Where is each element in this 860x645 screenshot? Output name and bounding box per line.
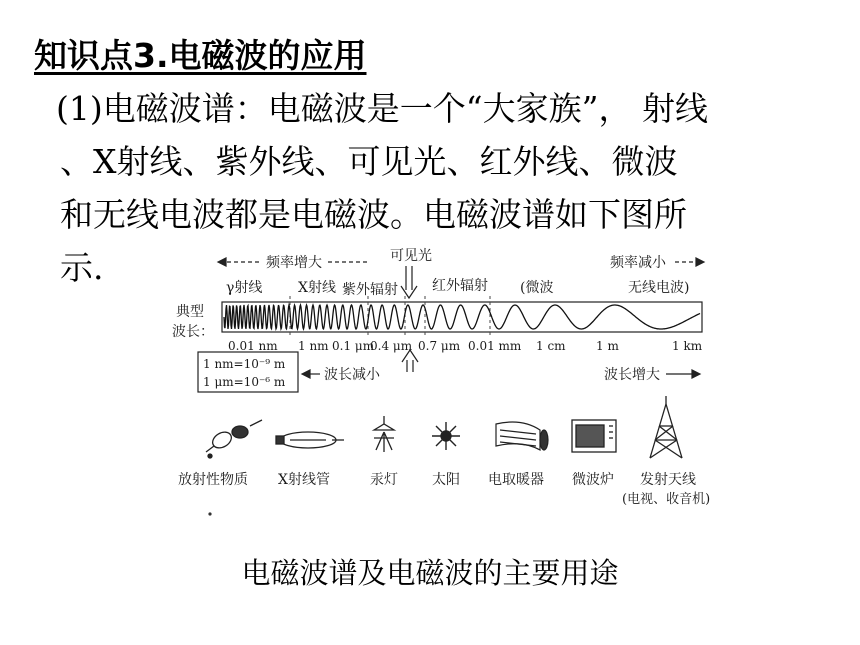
application-labels	[178, 471, 710, 507]
app-label-mercury-lamp: 汞灯	[370, 472, 398, 488]
wavelength-increase-arrow	[666, 370, 700, 378]
app-label-antenna-note: (电视、收音机)	[622, 492, 711, 507]
electric-heater-icon	[496, 422, 548, 450]
spectrum-diagram	[170, 246, 730, 516]
visible-light-arrow	[401, 266, 417, 298]
wavelength-decrease-arrow	[302, 370, 320, 378]
tick-2: 0.1 μm	[332, 339, 375, 353]
app-label-xray-tube: X射线管	[278, 472, 330, 488]
paragraph-line-4: 示.	[60, 248, 104, 287]
app-label-sun: 太阳	[432, 472, 460, 488]
wavelength-decrease-label: 波长减小	[324, 367, 380, 383]
band-label-microwave: (微波	[520, 280, 554, 296]
band-label-gamma: γ射线	[226, 280, 263, 296]
band-label-uv: 紫外辐射	[342, 282, 398, 298]
band-label-infrared: 红外辐射	[432, 278, 488, 294]
radioactive-source-icon	[206, 420, 262, 458]
microwave-oven-icon	[572, 420, 616, 452]
app-label-heater: 电取暖器	[488, 472, 544, 488]
unit-note-nm: 1 nm=10⁻⁹ m	[203, 357, 286, 371]
app-label-antenna: 发射天线	[640, 472, 696, 488]
tick-1: 1 nm	[298, 339, 329, 353]
paragraph-line-1: (1)电磁波谱：电磁波是一个“大家族”， 射线	[56, 89, 708, 128]
paragraph-line-3: 和无线电波都是电磁波。电磁波谱如下图所	[60, 195, 687, 234]
frequency-decrease-label: 频率减小	[610, 255, 666, 271]
band-label-xray: X射线	[298, 280, 336, 296]
section-title: 知识点3.电磁波的应用	[34, 36, 367, 75]
figure-caption: 电磁波谱及电磁波的主要用途	[241, 556, 619, 590]
sun-icon	[432, 422, 460, 450]
wavelength-label: 波长：	[172, 324, 214, 340]
tick-3: 0.4 μm	[370, 339, 413, 353]
unit-note-um: 1 μm=10⁻⁶ m	[203, 375, 286, 389]
tick-8: 1 km	[672, 339, 703, 353]
paragraph-line-2: 、X射线、紫外线、可见光、红外线、微波	[60, 142, 678, 181]
tick-4: 0.7 μm	[418, 339, 461, 353]
typical-label: 典型	[176, 304, 204, 320]
tick-7: 1 m	[596, 339, 619, 353]
app-label-radioactive: 放射性物质	[178, 472, 248, 488]
xray-tube-icon	[276, 432, 344, 448]
frequency-decrease-arrow	[675, 258, 704, 266]
speck-mark	[208, 512, 211, 515]
spectrum-wave	[224, 305, 700, 329]
visible-light-label: 可见光	[390, 248, 432, 264]
mercury-lamp-icon	[374, 416, 394, 452]
tick-6: 1 cm	[536, 339, 566, 353]
tick-5: 0.01 mm	[468, 339, 522, 353]
visible-up-arrow	[402, 350, 418, 372]
wavelength-ticks	[228, 339, 703, 353]
tick-0: 0.01 nm	[228, 339, 278, 353]
frequency-increase-label: 频率增大	[266, 255, 322, 271]
wavelength-increase-label: 波长增大	[604, 367, 660, 383]
antenna-tower-icon	[650, 396, 682, 458]
app-label-microwave-oven: 微波炉	[572, 472, 614, 488]
band-label-radio: 无线电波)	[628, 280, 690, 296]
